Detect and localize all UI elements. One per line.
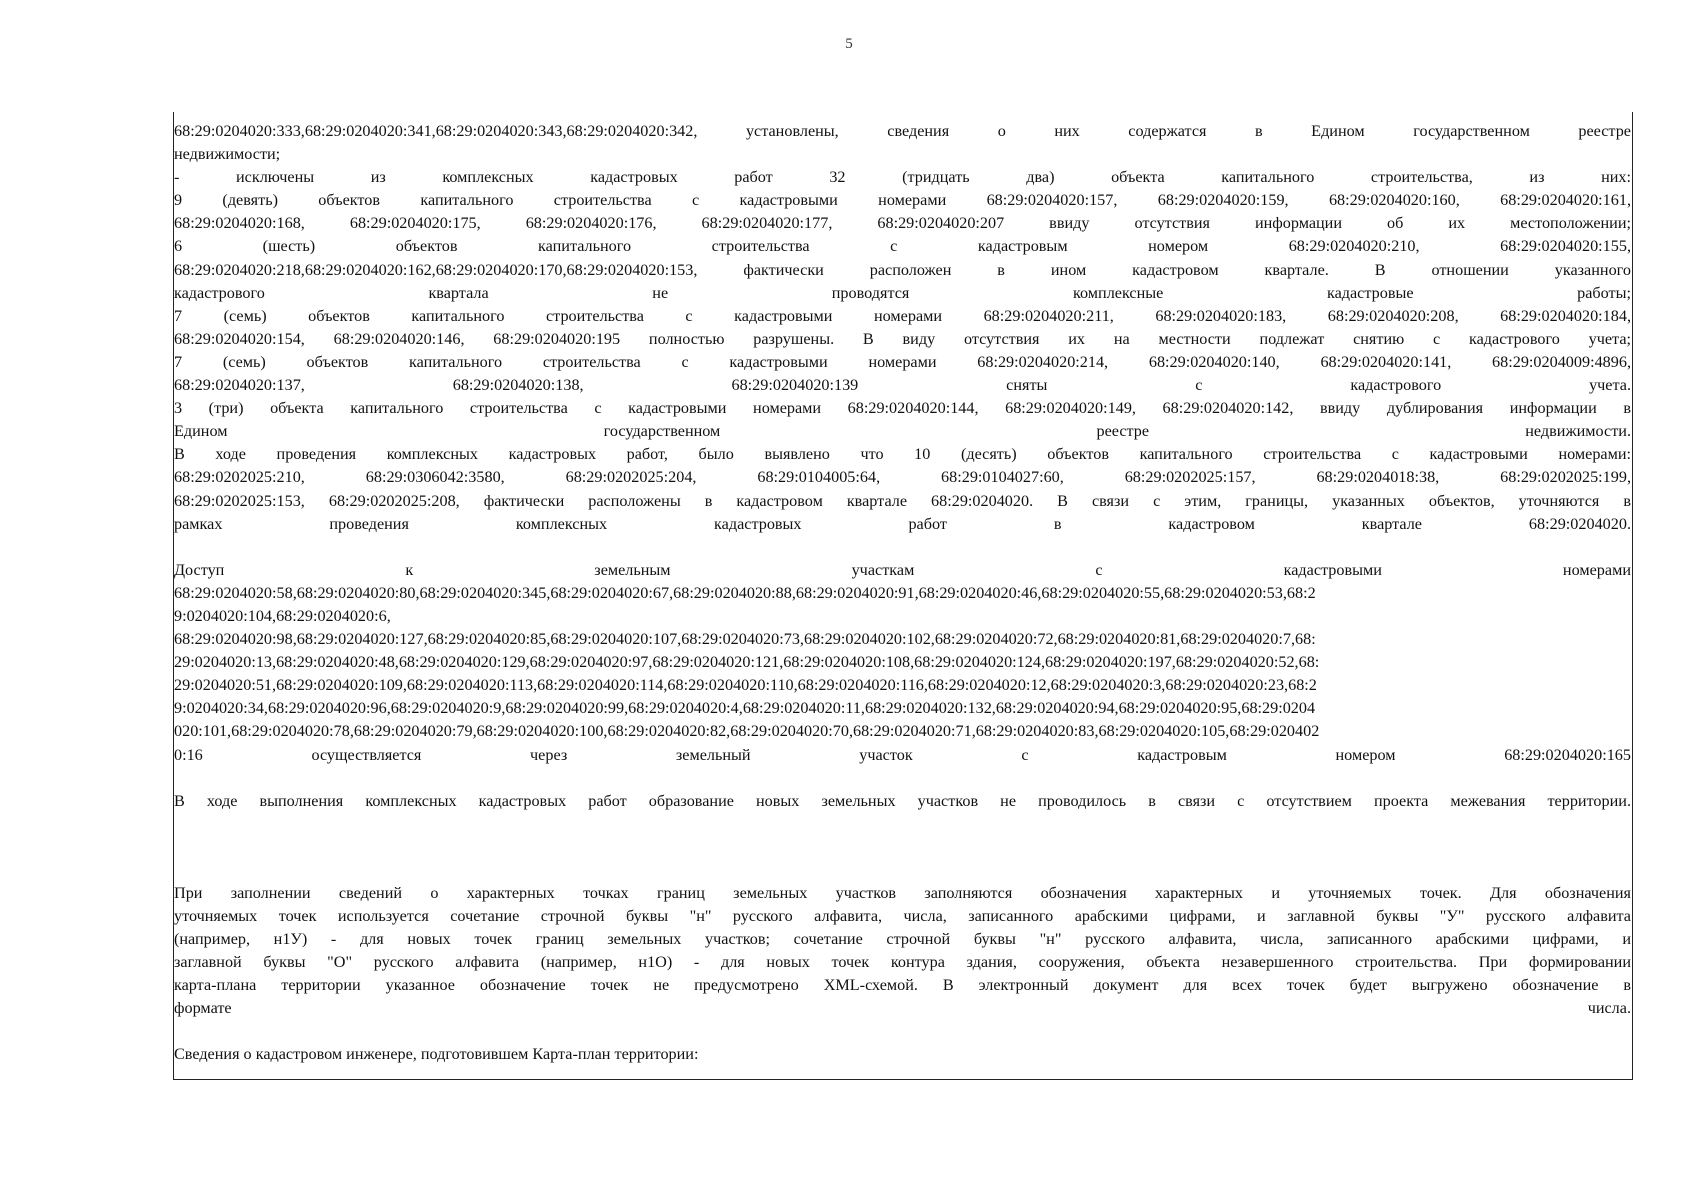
document-body — [174, 120, 1631, 1067]
paragraph-new-plots — [174, 790, 1631, 813]
text-line: заглавной буквы "О" русского алфавита (например, н1О) - для новых точек контура здания, сооружения, объекта незавершенного строительства. При формировании — [174, 953, 1631, 972]
text-line: рамках проведения комплексных кадастровых работ в кадастровом квартале 68:29:0204020. — [174, 514, 1631, 533]
text-line: 68:29:0204020:168, 68:29:0204020:175, 68:29:0204020:176, 68:29:0204020:177, 68:29:0204020:207 ввиду отсутствия информации об их местоположении; — [174, 214, 1631, 233]
paragraph-land-access — [174, 559, 1631, 767]
text-line: 7 (семь) объектов капитального строительства с кадастровыми номерами 68:29:0204020:211, 68:29:0204020:183, 68:29:0204020:208, 68:29:0204020:184, — [174, 306, 1631, 325]
text-line: 68:29:0204020:154, 68:29:0204020:146, 68:29:0204020:195 полностью разрушены. В виду отсутствия их на местности подлежат снятию с кадастрового учета; — [174, 329, 1631, 348]
text-line: 6 (шесть) объектов капитального строительства с кадастровым номером 68:29:0204020:210, 68:29:0204020:155, — [174, 237, 1631, 256]
text-line: 29:0204020:13,68:29:0204020:48,68:29:0204020:129,68:29:0204020:97,68:29:0204020:121,68:29:0204020:108,68:29:0204020:124,68:29:0204020:197,68:29:0204020:52,68: — [174, 653, 1320, 672]
text-line: 7 (семь) объектов капитального строительства с кадастровыми номерами 68:29:0204020:214, 68:29:0204020:140, 68:29:0204020:141, 68:29:0204009:4896, — [174, 352, 1631, 371]
text-line: 9:0204020:34,68:29:0204020:96,68:29:0204020:9,68:29:0204020:99,68:29:0204020:4,68:29:0204020:11,68:29:0204020:132,68:29:0204020:94,68:29:0204020:95,68:29:0204 — [174, 699, 1316, 718]
paragraph-point-designations — [174, 882, 1631, 1021]
text-line: карта-плана территории указанное обозначение точек не предусмотрено XML-схемой. В электронный документ для всех точек будет выгружено обозначение в — [174, 976, 1631, 995]
text-line: 9 (девять) объектов капитального строительства с кадастровыми номерами 68:29:0204020:157, 68:29:0204020:159, 68:29:0204020:160, 68:29:0204020:161, — [174, 191, 1631, 210]
text-line: (например, н1У) - для новых точек границ земельных участков; сочетание строчной буквы "н" русского алфавита, числа, записанного арабскими цифрами, и — [174, 930, 1631, 948]
text-line: 020:101,68:29:0204020:78,68:29:0204020:79,68:29:0204020:100,68:29:0204020:82,68:29:0204020:70,68:29:0204020:71,68:29:0204020:83,68:29:0204020:105,68:29:020402 — [174, 722, 1320, 741]
spacer — [174, 767, 1631, 790]
paragraph-engineer-info — [174, 1043, 1631, 1066]
text-line: 3 (три) объекта капитального строительства с кадастровыми номерами 68:29:0204020:144, 68:29:0204020:149, 68:29:0204020:142, ввиду дублирования информации в — [174, 399, 1631, 418]
text-line: Сведения о кадастровом инженере, подготовившем Карта-план территории: — [174, 1045, 699, 1064]
text-line: В ходе проведения комплексных кадастровых работ, было выявлено что 10 (десять) объектов капитального строительства с кадастровыми номерами: — [174, 445, 1631, 464]
text-line: В ходе выполнения комплексных кадастровых работ образование новых земельных участков не проводилось в связи с отсутствием проекта межевания территории. — [174, 791, 1631, 810]
text-line: 68:29:0204020:218,68:29:0204020:162,68:29:0204020:170,68:29:0204020:153, фактически расположен в ином кадастровом квартале. В отношении указанного — [174, 260, 1631, 279]
text-line: 68:29:0202025:210, 68:29:0306042:3580, 68:29:0202025:204, 68:29:0104005:64, 68:29:0104027:60, 68:29:0202025:157, 68:29:0204018:38, 68:29:0202025:199, — [174, 468, 1631, 487]
text-line: кадастрового квартала не проводятся комплексные кадастровые работы; — [174, 283, 1631, 302]
text-line: При заполнении сведений о характерных точках границ земельных участков заполняются обозначения характерных и уточняемых точек. Для обозначения — [174, 883, 1631, 902]
text-line: 0:16 осуществляется через земельный участок с кадастровым номером 68:29:0204020:165 — [174, 745, 1631, 764]
page-number: 5 — [845, 36, 853, 52]
text-line: 68:29:0204020:137, 68:29:0204020:138, 68:29:0204020:139 сняты с кадастрового учета. — [174, 376, 1631, 395]
text-line: 68:29:0204020:58,68:29:0204020:80,68:29:0204020:345,68:29:0204020:67,68:29:0204020:88,68:29:0204020:91,68:29:0204020:46,68:29:0204020:55,68:29:0204020:53,68:2 — [174, 583, 1316, 602]
text-line: Доступ к земельным участкам с кадастровыми номерами — [174, 560, 1631, 579]
text-line: уточняемых точек используется сочетание строчной буквы "н" русского алфавита, числа, записанного арабскими цифрами, и заглавной буквы "У" русского алфавита — [174, 906, 1631, 925]
paragraph-objects-status — [174, 120, 1631, 536]
text-line: 68:29:0204020:98,68:29:0204020:127,68:29:0204020:85,68:29:0204020:107,68:29:0204020:73,68:29:0204020:102,68:29:0204020:72,68:29:0204020:81,68:29:0204020:7,68: — [174, 630, 1316, 649]
text-line: недвижимости; — [174, 145, 281, 164]
spacer — [174, 813, 1631, 882]
text-line: 29:0204020:51,68:29:0204020:109,68:29:0204020:113,68:29:0204020:114,68:29:0204020:110,68:29:0204020:116,68:29:0204020:12,68:29:0204020:3,68:29:0204020:23,68:2 — [174, 676, 1317, 695]
text-line: 68:29:0202025:153, 68:29:0202025:208, фактически расположены в кадастровом квартале 68:29:0204020. В связи с этим, границы, указанных объектов, уточняются в — [174, 491, 1631, 510]
text-line: формате числа. — [174, 999, 1631, 1018]
spacer — [174, 1020, 1631, 1043]
text-line: 68:29:0204020:333,68:29:0204020:341,68:29:0204020:343,68:29:0204020:342, установлены, сведения о них содержатся в Едином государственном реестре — [174, 122, 1631, 140]
text-line: Едином государственном реестре недвижимости. — [174, 422, 1631, 441]
spacer — [174, 536, 1631, 559]
text-line: 9:0204020:104,68:29:0204020:6, — [174, 606, 391, 625]
text-line: - исключены из комплексных кадастровых работ 32 (тридцать два) объекта капитального строительства, из них: — [174, 168, 1631, 187]
